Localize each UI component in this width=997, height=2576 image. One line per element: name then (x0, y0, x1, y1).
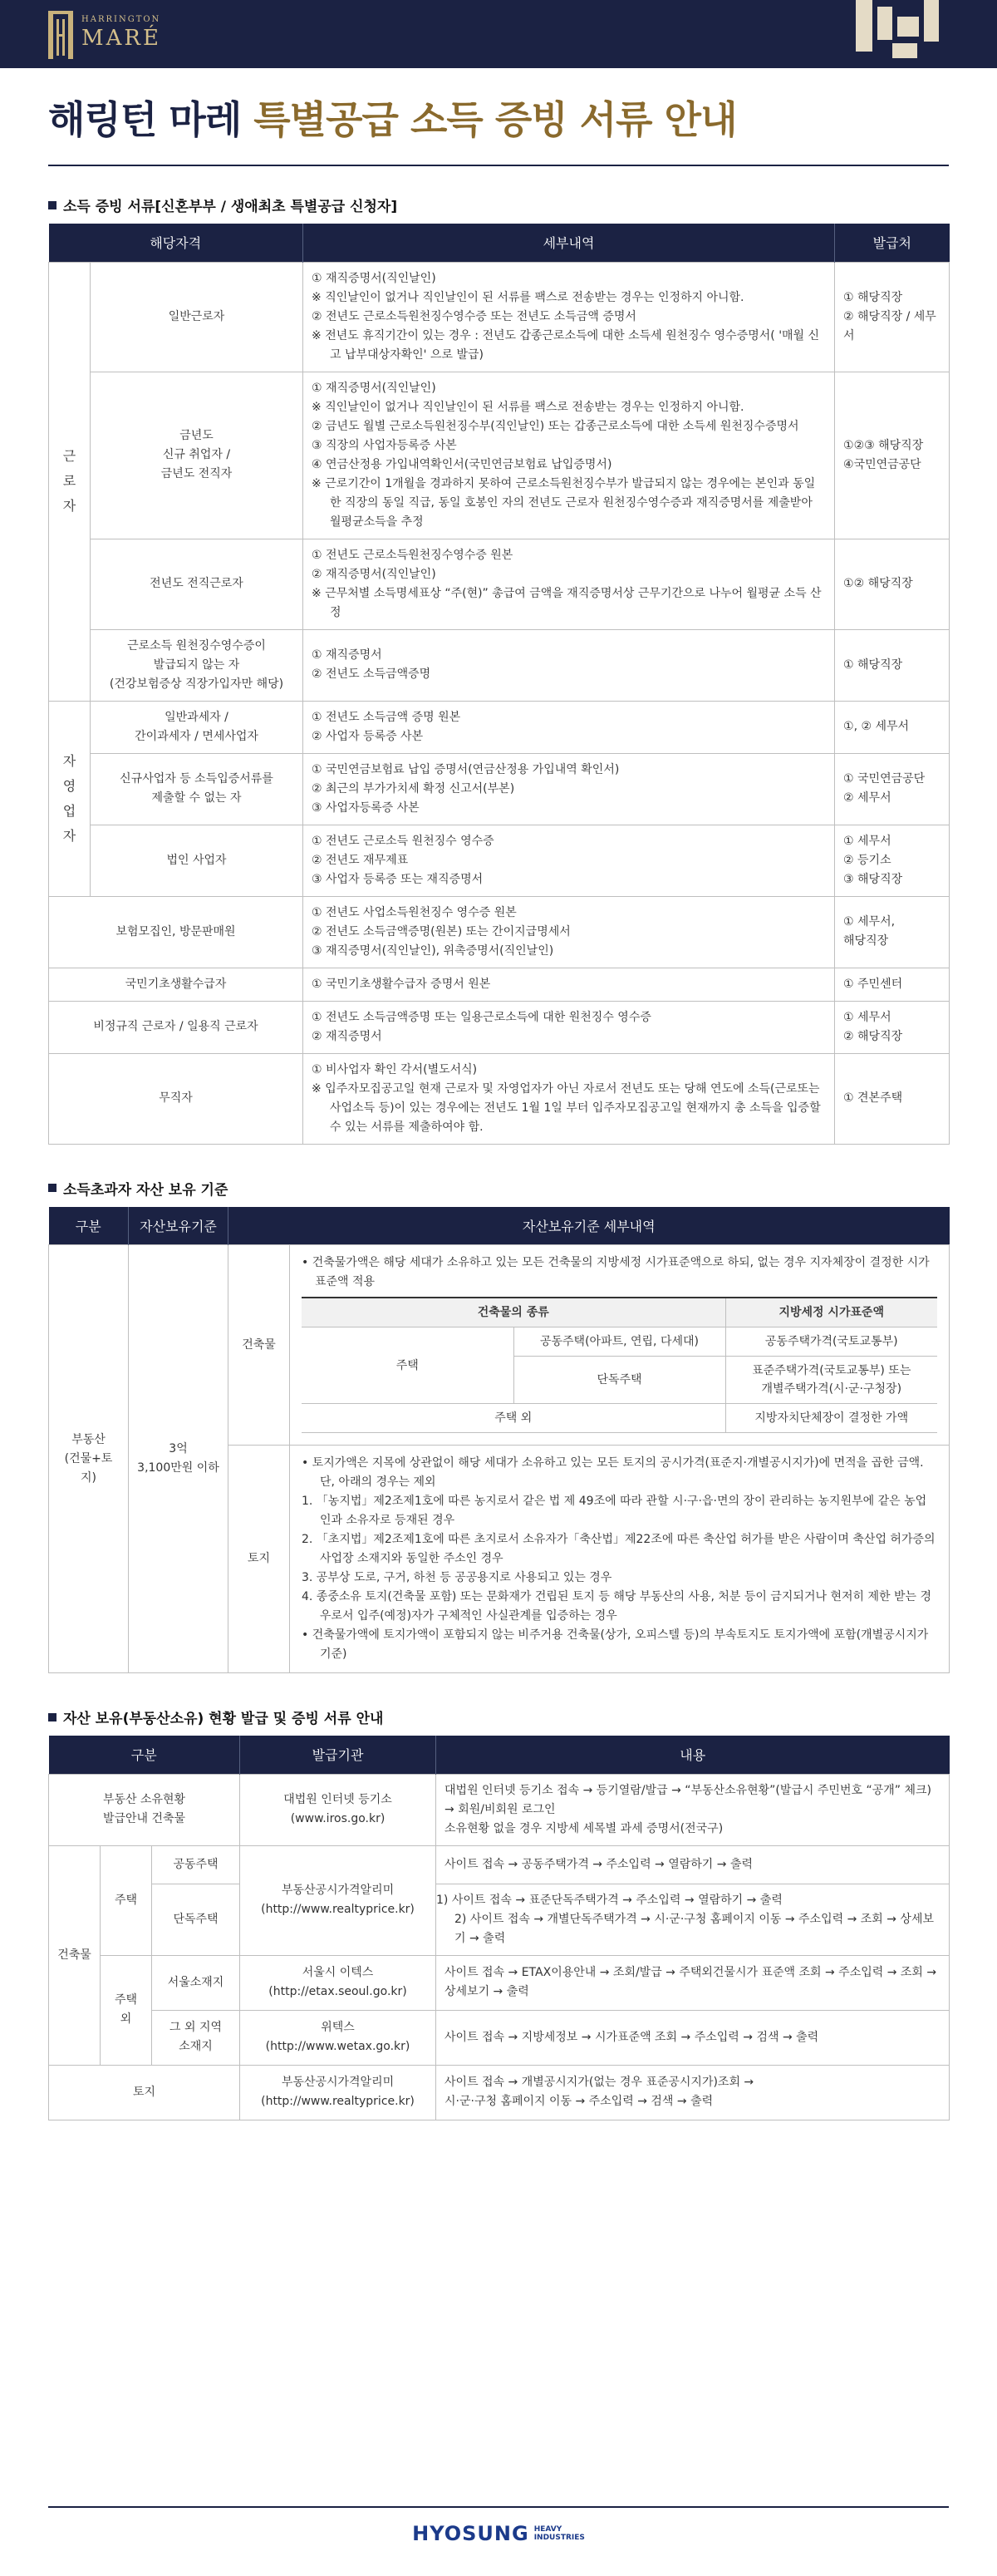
qualification-cell: 전년도 전직근로자 (91, 539, 303, 629)
detail-cell (303, 262, 835, 372)
detail-cell (303, 1001, 835, 1053)
income-row (49, 372, 950, 539)
seoul-content: 사이트 접속 → ETAX이용안내 → 조회/발급 → 주택외건물시가 표준액 조회 → 주소입력 → 조회 → 상세보기 → 출력 (436, 1955, 950, 2010)
income-row (49, 701, 950, 753)
income-row (49, 896, 950, 968)
income-row (49, 753, 950, 825)
section1-heading: 소득 증빙 서류[신혼부부 / 생애최초 특별공급 신청자] (63, 199, 398, 215)
brand-large-text: MARÉ (81, 25, 161, 51)
inner-apartment: 공동주택(아파트, 연립, 다세대) (513, 1327, 725, 1357)
detail-line: ② 전년도 근로소득원천징수영수증 또는 전년도 소득금액 증명서 (312, 309, 636, 323)
land-note-line: • 토지가액은 지목에 상관없이 해당 세대가 소유하고 있는 모든 토지의 공시가격(표준지·개별공시지가)에 면적을 곱한 금액. 단, 아래의 경우는 제외 (302, 1456, 924, 1489)
realty-org: 부동산공시가격알리미 (http://www.realtyprice.kr) (240, 1845, 436, 1955)
detail-line: ② 전년도 재무제표 (312, 853, 409, 867)
land-note-line: 3. 공부상 도로, 구거, 하천 등 공공용지로 사용되고 있는 경우 (302, 1571, 612, 1584)
col-header-qualification: 해당자격 (49, 224, 303, 262)
col-header-content: 내용 (436, 1736, 950, 1774)
footer-logo (0, 2522, 997, 2545)
income-row (49, 825, 950, 896)
issuer-cell: ① 세무서, 해당직장 (835, 896, 950, 968)
issuer-cell: ①, ② 세무서 (835, 701, 950, 753)
detail-line: ③ 재직증명서(직인날인), 위촉증명서(직인날인) (312, 943, 554, 958)
decorative-blocks (841, 0, 949, 60)
detail-line: ※ 전년도 휴직기간이 있는 경우 : 전년도 갑종근로소득에 대한 소득세 원천징수 영수증명서( '매월 신고 납부대상자확인' 으로 발급) (312, 328, 820, 362)
land-note-line: 2. 「초지법」제2조제1호에 따른 초지로서 소유자가「축산법」제22조에 따른 축산업 허가를 받은 사람이며 축산업 허가증의 사업장 소재지와 동일한 주소인 경우 (302, 1533, 936, 1565)
inner-header-price: 지방세정 시가표준액 (725, 1298, 937, 1327)
detail-line: ① 비사업자 확인 각서(별도서식) (312, 1062, 478, 1076)
land-label: 토지 (228, 1446, 290, 1673)
land-content: 사이트 접속 → 개별공시지가(없는 경우 표준공시지가)조회 → 시·군·구청 홈페이지 이동 → 주소입력 → 검색 → 출력 (436, 2065, 950, 2120)
page-title (48, 90, 949, 145)
qualification-cell: 법인 사업자 (91, 825, 303, 896)
detail-cell (303, 1053, 835, 1144)
asset-category: 부동산 (건물+토지) (49, 1245, 129, 1673)
income-row (49, 1053, 950, 1144)
detached-label: 단독주택 (152, 1884, 240, 1955)
inner-header-type: 건축물의 종류 (302, 1298, 725, 1327)
building-label: 건축물 (228, 1245, 290, 1446)
qualification-cell: 일반과세자 / 간이과세자 / 면세사업자 (91, 701, 303, 753)
seoul-org: 서울시 이텍스 (http://etax.seoul.go.kr) (240, 1955, 436, 2010)
other-region-org: 위텍스 (http://www.wetax.go.kr) (240, 2010, 436, 2065)
detail-line: ① 재직증명서(직인날인) (312, 381, 436, 395)
qualification-cell: 무직자 (49, 1053, 303, 1144)
apartment-label: 공동주택 (152, 1845, 240, 1884)
asset-criteria-table (48, 1207, 950, 1674)
detail-cell (303, 701, 835, 753)
title-divider (48, 165, 949, 166)
detail-line: ③ 사업자 등록증 또는 재직증명서 (312, 872, 484, 886)
issuer-cell: ① 해당직장 (835, 629, 950, 701)
inner-detached-price: 표준주택가격(국토교통부) 또는 개별주택가격(시·군·구청장) (725, 1357, 937, 1404)
detail-line: ※ 근로기간이 1개월을 경과하지 못하여 근로소득원천징수부가 발급되지 않는 경우에는 본인과 동일한 직장의 동일 직급, 동일 호봉인 자의 전년도 근로자 원천징수영수증과 재직증명서를 제출받아 월평균소득을 추정 (312, 476, 816, 529)
land-org: 부동산공시가격알리미 (http://www.realtyprice.kr) (240, 2065, 436, 2120)
brand-small-text: HARRINGTON (81, 14, 161, 24)
non-house-label: 주택 외 (101, 1955, 152, 2065)
qualification-cell: 비정규직 근로자 / 일용직 근로자 (49, 1001, 303, 1053)
issuer-cell: ① 해당직장 ② 해당직장 / 세무서 (835, 262, 950, 372)
col-header-criteria-detail: 자산보유기준 세부내역 (228, 1207, 950, 1245)
qualification-cell: 근로소득 원천징수영수증이 발급되지 않는 자 (건강보험증상 직장가입자만 해당) (91, 629, 303, 701)
detail-line: ※ 근무처별 소득명세표상 “주(현)” 총급여 금액을 재직증명서상 근무기간으로 나누어 월평균 소득 산정 (312, 586, 822, 619)
detail-line: ※ 입주자모집공고일 현재 근로자 및 자영업자가 아닌 자로서 전년도 또는 당해 연도에 소득(근로또는 사업소득 등)이 있는 경우에는 전년도 1월 1일 부터 입주자모집공고일 현재까지 총 소득을 입증할 수 있는 서류를 제출하여야 함. (312, 1081, 821, 1134)
detail-cell (303, 629, 835, 701)
col-header-detail: 세부내역 (303, 224, 835, 262)
building-group-label: 건축물 (49, 1845, 101, 2065)
detail-line: ② 전년도 소득금액증명 (312, 667, 431, 681)
col-header-threshold: 자산보유기준 (129, 1207, 228, 1245)
detail-line: ① 전년도 소득금액 증명 원본 (312, 710, 461, 724)
page-title-part1: 해링턴 마레 (48, 97, 242, 142)
seoul-label: 서울소재지 (152, 1955, 240, 2010)
detail-line: ① 전년도 근로소득원천징수영수증 원본 (312, 548, 513, 562)
detail-cell (303, 372, 835, 539)
detail-line: ① 재직증명서(직인날인) (312, 271, 436, 285)
col-header-issuer: 발급처 (835, 224, 950, 262)
group-label-worker: 근 로 자 (49, 262, 91, 701)
col-header-division: 구분 (49, 1736, 240, 1774)
building-type-table (302, 1297, 937, 1433)
col-header-org: 발급기관 (240, 1736, 436, 1774)
income-document-table (48, 224, 950, 1145)
col-header-category: 구분 (49, 1207, 129, 1245)
section-bullet-icon (48, 1184, 56, 1192)
detail-line: ② 전년도 소득금액증명(원본) 또는 간이지급명세서 (312, 924, 571, 938)
detail-line: ※ 직인날인이 없거나 직인날인이 된 서류를 팩스로 전송받는 경우는 인정하지 아니함. (312, 290, 744, 304)
income-row (49, 629, 950, 701)
issuer-cell: ① 국민연금공단 ② 세무서 (835, 753, 950, 825)
top-banner (0, 0, 997, 68)
qualification-cell: 일반근로자 (91, 262, 303, 372)
ownership-content: 대법원 인터넷 등기소 접속 → 등기열람/발급 → “부동산소유현황”(발급시 주민번호 “공개” 체크) → 회원/비회원 로그인 소유현황 없을 경우 지방세 세목별 과세 증명서(전국구) (436, 1774, 950, 1845)
land-note-line: 4. 종중소유 토지(건축물 포함) 또는 문화재가 건립된 토지 등 해당 부동산의 사용, 처분 등이 금지되거나 현저히 제한 받는 경우로서 입주(예정)자가 구체적인 사실관계를 입증하는 경우 (302, 1590, 931, 1623)
section2-heading: 소득초과자 자산 보유 기준 (63, 1181, 228, 1199)
detail-line: ① 국민기초생활수급자 증명서 원본 (312, 977, 491, 991)
other-region-content: 사이트 접속 → 지방세정보 → 시가표준액 조회 → 주소입력 → 검색 → 출력 (436, 2010, 950, 2065)
ownership-row-label: 부동산 소유현황 발급안내 건축물 (49, 1774, 240, 1845)
issuer-cell: ① 세무서 ② 해당직장 (835, 1001, 950, 1053)
qualification-cell: 신규사업자 등 소득입증서류를 제출할 수 없는 자 (91, 753, 303, 825)
section3-heading: 자산 보유(부동산소유) 현황 발급 및 증빙 서류 안내 (63, 1711, 384, 1727)
land-notes (290, 1446, 950, 1673)
income-row (49, 968, 950, 1001)
inner-non-house: 주택 외 (302, 1404, 725, 1433)
detail-line: ② 최근의 부가가치세 확정 신고서(부본) (312, 781, 515, 795)
footer-divider (48, 2506, 949, 2508)
detached-content: 1) 사이트 접속 → 표준단독주택가격 → 주소입력 → 열람하기 → 출력 2) 사이트 접속 → 개별단독주택가격 → 시·군·구청 홈페이지 이동 → 주소입력 → 조회 → 상세보기 → 출력 (436, 1884, 950, 1955)
detail-cell (303, 896, 835, 968)
section-bullet-icon (48, 201, 56, 209)
other-region-label: 그 외 지역 소재지 (152, 2010, 240, 2065)
brand-logo (48, 0, 161, 65)
building-note: • 건축물가액은 해당 세대가 소유하고 있는 모든 건축물의 지방세정 시가표준액으로 하되, 없는 경우 지자체장이 결정한 시가표준액 적용 (302, 1256, 930, 1288)
house-label: 주택 (101, 1845, 152, 1955)
land-note-line: • 건축물가액에 토지가액이 포함되지 않는 비주거용 건축물(상가, 오피스텔 등)의 부속토지도 토지가액에 포함(개별공시지가 기준) (302, 1628, 929, 1661)
detail-line: ① 재직증명서 (312, 648, 382, 662)
land-note-line: 1. 「농지법」제2조제1호에 따른 농지로서 같은 법 제 49조에 따라 관할 시·구·읍·면의 장이 관리하는 농지원부에 같은 농업인과 소유자로 등재된 경우 (302, 1495, 927, 1527)
logo-mark-icon (48, 6, 73, 59)
detail-line: ④ 연금산정용 가입내역확인서(국민연금보험료 납입증명서) (312, 457, 612, 471)
footer-brand: HYOSUNG (412, 2522, 529, 2545)
detail-line: ※ 직인날인이 없거나 직인날인이 된 서류를 팩스로 전송받는 경우는 인정하지 아니함. (312, 400, 744, 414)
detail-cell (303, 968, 835, 1001)
detail-line: ① 전년도 소득금액증명 또는 일용근로소득에 대한 원천징수 영수증 (312, 1010, 651, 1024)
income-row (49, 262, 950, 372)
inner-house: 주택 (302, 1327, 513, 1404)
detail-cell (303, 825, 835, 896)
detail-line: ① 국민연금보험료 납입 증명서(연금산정용 가입내역 확인서) (312, 762, 620, 776)
issuer-cell: ①②③ 해당직장 ④국민연금공단 (835, 372, 950, 539)
inner-non-house-price: 지방자치단체장이 결정한 가액 (725, 1404, 937, 1433)
section-bullet-icon (48, 1713, 56, 1721)
asset-threshold: 3억 3,100만원 이하 (129, 1245, 228, 1673)
detail-line: ③ 직장의 사업자등록증 사본 (312, 438, 457, 452)
detail-line: ③ 사업자등록증 사본 (312, 800, 420, 815)
detail-line: ① 전년도 근로소득 원천징수 영수증 (312, 834, 494, 848)
detail-line: ② 사업자 등록증 사본 (312, 729, 424, 743)
apartment-content: 사이트 접속 → 공동주택가격 → 주소입력 → 열람하기 → 출력 (436, 1845, 950, 1884)
page-title-part2: 특별공급 소득 증빙 서류 안내 (253, 97, 737, 142)
income-row (49, 539, 950, 629)
income-row (49, 1001, 950, 1053)
detail-line: ① 전년도 사업소득원천징수 영수증 원본 (312, 905, 517, 919)
qualification-cell: 보험모집인, 방문판매원 (49, 896, 303, 968)
footer-brand-sub: HEAVY INDUSTRIES (533, 2525, 585, 2542)
qualification-cell: 국민기초생활수급자 (49, 968, 303, 1001)
detail-line: ② 재직증명서(직인날인) (312, 567, 436, 581)
detail-line: ② 금년도 월별 근로소득원천징수부(직인날인) 또는 갑종근로소득에 대한 소득세 원천징수증명서 (312, 419, 799, 433)
land-row-label: 토지 (49, 2065, 240, 2120)
group-label-self-employed: 자 영 업 자 (49, 701, 91, 896)
issuer-cell: ①② 해당직장 (835, 539, 950, 629)
ownership-org: 대법원 인터넷 등기소 (www.iros.go.kr) (240, 1774, 436, 1845)
detail-line: ② 재직증명서 (312, 1029, 382, 1043)
issuer-cell: ① 견본주택 (835, 1053, 950, 1144)
inner-apartment-price: 공동주택가격(국토교통부) (725, 1327, 937, 1357)
inner-detached: 단독주택 (513, 1357, 725, 1404)
issuer-cell: ① 주민센터 (835, 968, 950, 1001)
detail-cell (303, 539, 835, 629)
issuer-cell: ① 세무서 ② 등기소 ③ 해당직장 (835, 825, 950, 896)
qualification-cell: 금년도 신규 취업자 / 금년도 전직자 (91, 372, 303, 539)
asset-issuance-table (48, 1736, 950, 2120)
detail-cell (303, 753, 835, 825)
